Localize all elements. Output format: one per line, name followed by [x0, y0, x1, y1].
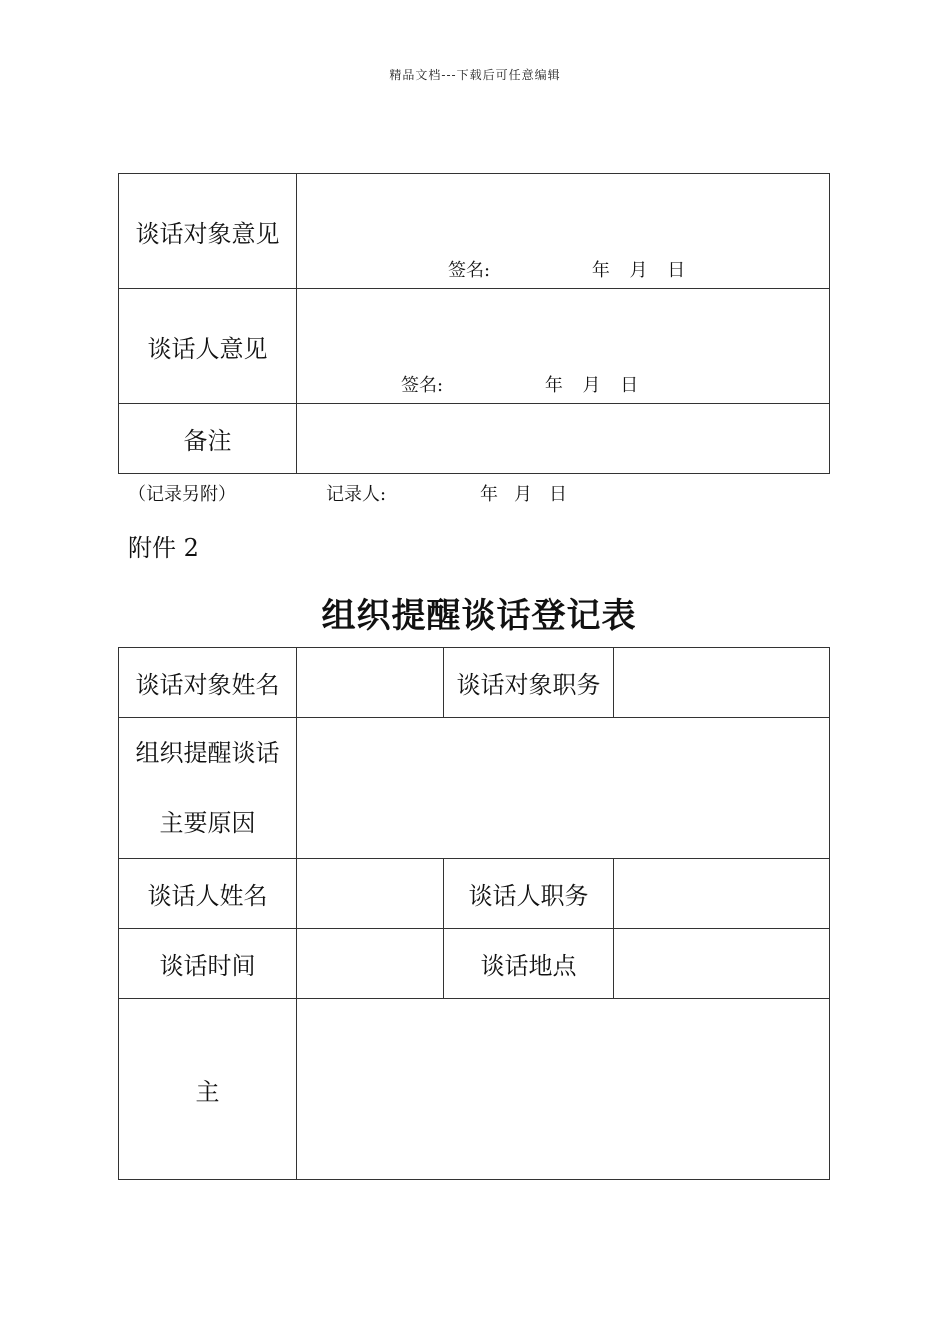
- target-signature-line: [448, 256, 685, 282]
- table-row: [119, 999, 830, 1180]
- signature-label: 签名:: [448, 260, 491, 281]
- attachment-label: 附件 2: [128, 534, 199, 562]
- main-content-cell[interactable]: [297, 999, 830, 1180]
- reason-label: [119, 718, 297, 859]
- talker-name-cell[interactable]: [297, 859, 444, 929]
- target-name-cell[interactable]: [297, 648, 444, 718]
- target-position-cell[interactable]: [614, 648, 830, 718]
- talk-place-cell[interactable]: [614, 929, 830, 999]
- table-row: [119, 289, 830, 404]
- recorder-label: 记录人:: [326, 484, 387, 505]
- reason-cell[interactable]: [297, 718, 830, 859]
- date-day: 日: [620, 375, 639, 396]
- table-row: [119, 648, 830, 718]
- signature-label: 签名:: [401, 375, 444, 396]
- table-row: [119, 718, 830, 859]
- date-year: 年: [544, 375, 563, 396]
- form-title: 组织提醒谈话登记表: [321, 596, 637, 636]
- talker-position-cell[interactable]: [614, 859, 830, 929]
- table-row: [119, 404, 830, 474]
- date-month: 月: [582, 375, 601, 396]
- date-year: 年: [480, 484, 498, 505]
- date-day: 日: [667, 260, 686, 281]
- talk-time-label: 谈话时间: [119, 929, 297, 999]
- talker-opinion-cell[interactable]: [297, 289, 830, 404]
- talker-signature-line: [401, 371, 638, 397]
- date-day: 日: [549, 484, 567, 505]
- table-row: [119, 929, 830, 999]
- remarks-label: 备注: [119, 404, 297, 474]
- reason-label-line-2: 主要原因: [159, 809, 256, 837]
- date-month: 月: [514, 484, 532, 505]
- record-note: （记录另附）: [128, 484, 236, 505]
- main-content-label: 主: [119, 999, 297, 1180]
- reason-label-line-1: 组织提醒谈话: [135, 739, 280, 767]
- talker-name-label: 谈话人姓名: [119, 859, 297, 929]
- target-opinion-cell[interactable]: [297, 174, 830, 289]
- page-header: 精品文档---下载后可任意编辑: [389, 68, 561, 82]
- registration-form-table: [118, 647, 830, 1180]
- table-row: [119, 859, 830, 929]
- remarks-cell[interactable]: [297, 404, 830, 474]
- table-row: [119, 174, 830, 289]
- target-position-label: 谈话对象职务: [444, 648, 614, 718]
- talk-time-cell[interactable]: [297, 929, 444, 999]
- date-month: 月: [629, 260, 648, 281]
- talker-opinion-label: 谈话人意见: [119, 289, 297, 404]
- talker-position-label: 谈话人职务: [444, 859, 614, 929]
- opinion-table: [118, 173, 830, 474]
- date-year: 年: [591, 260, 610, 281]
- target-name-label: 谈话对象姓名: [119, 648, 297, 718]
- talk-place-label: 谈话地点: [444, 929, 614, 999]
- target-opinion-label: 谈话对象意见: [119, 174, 297, 289]
